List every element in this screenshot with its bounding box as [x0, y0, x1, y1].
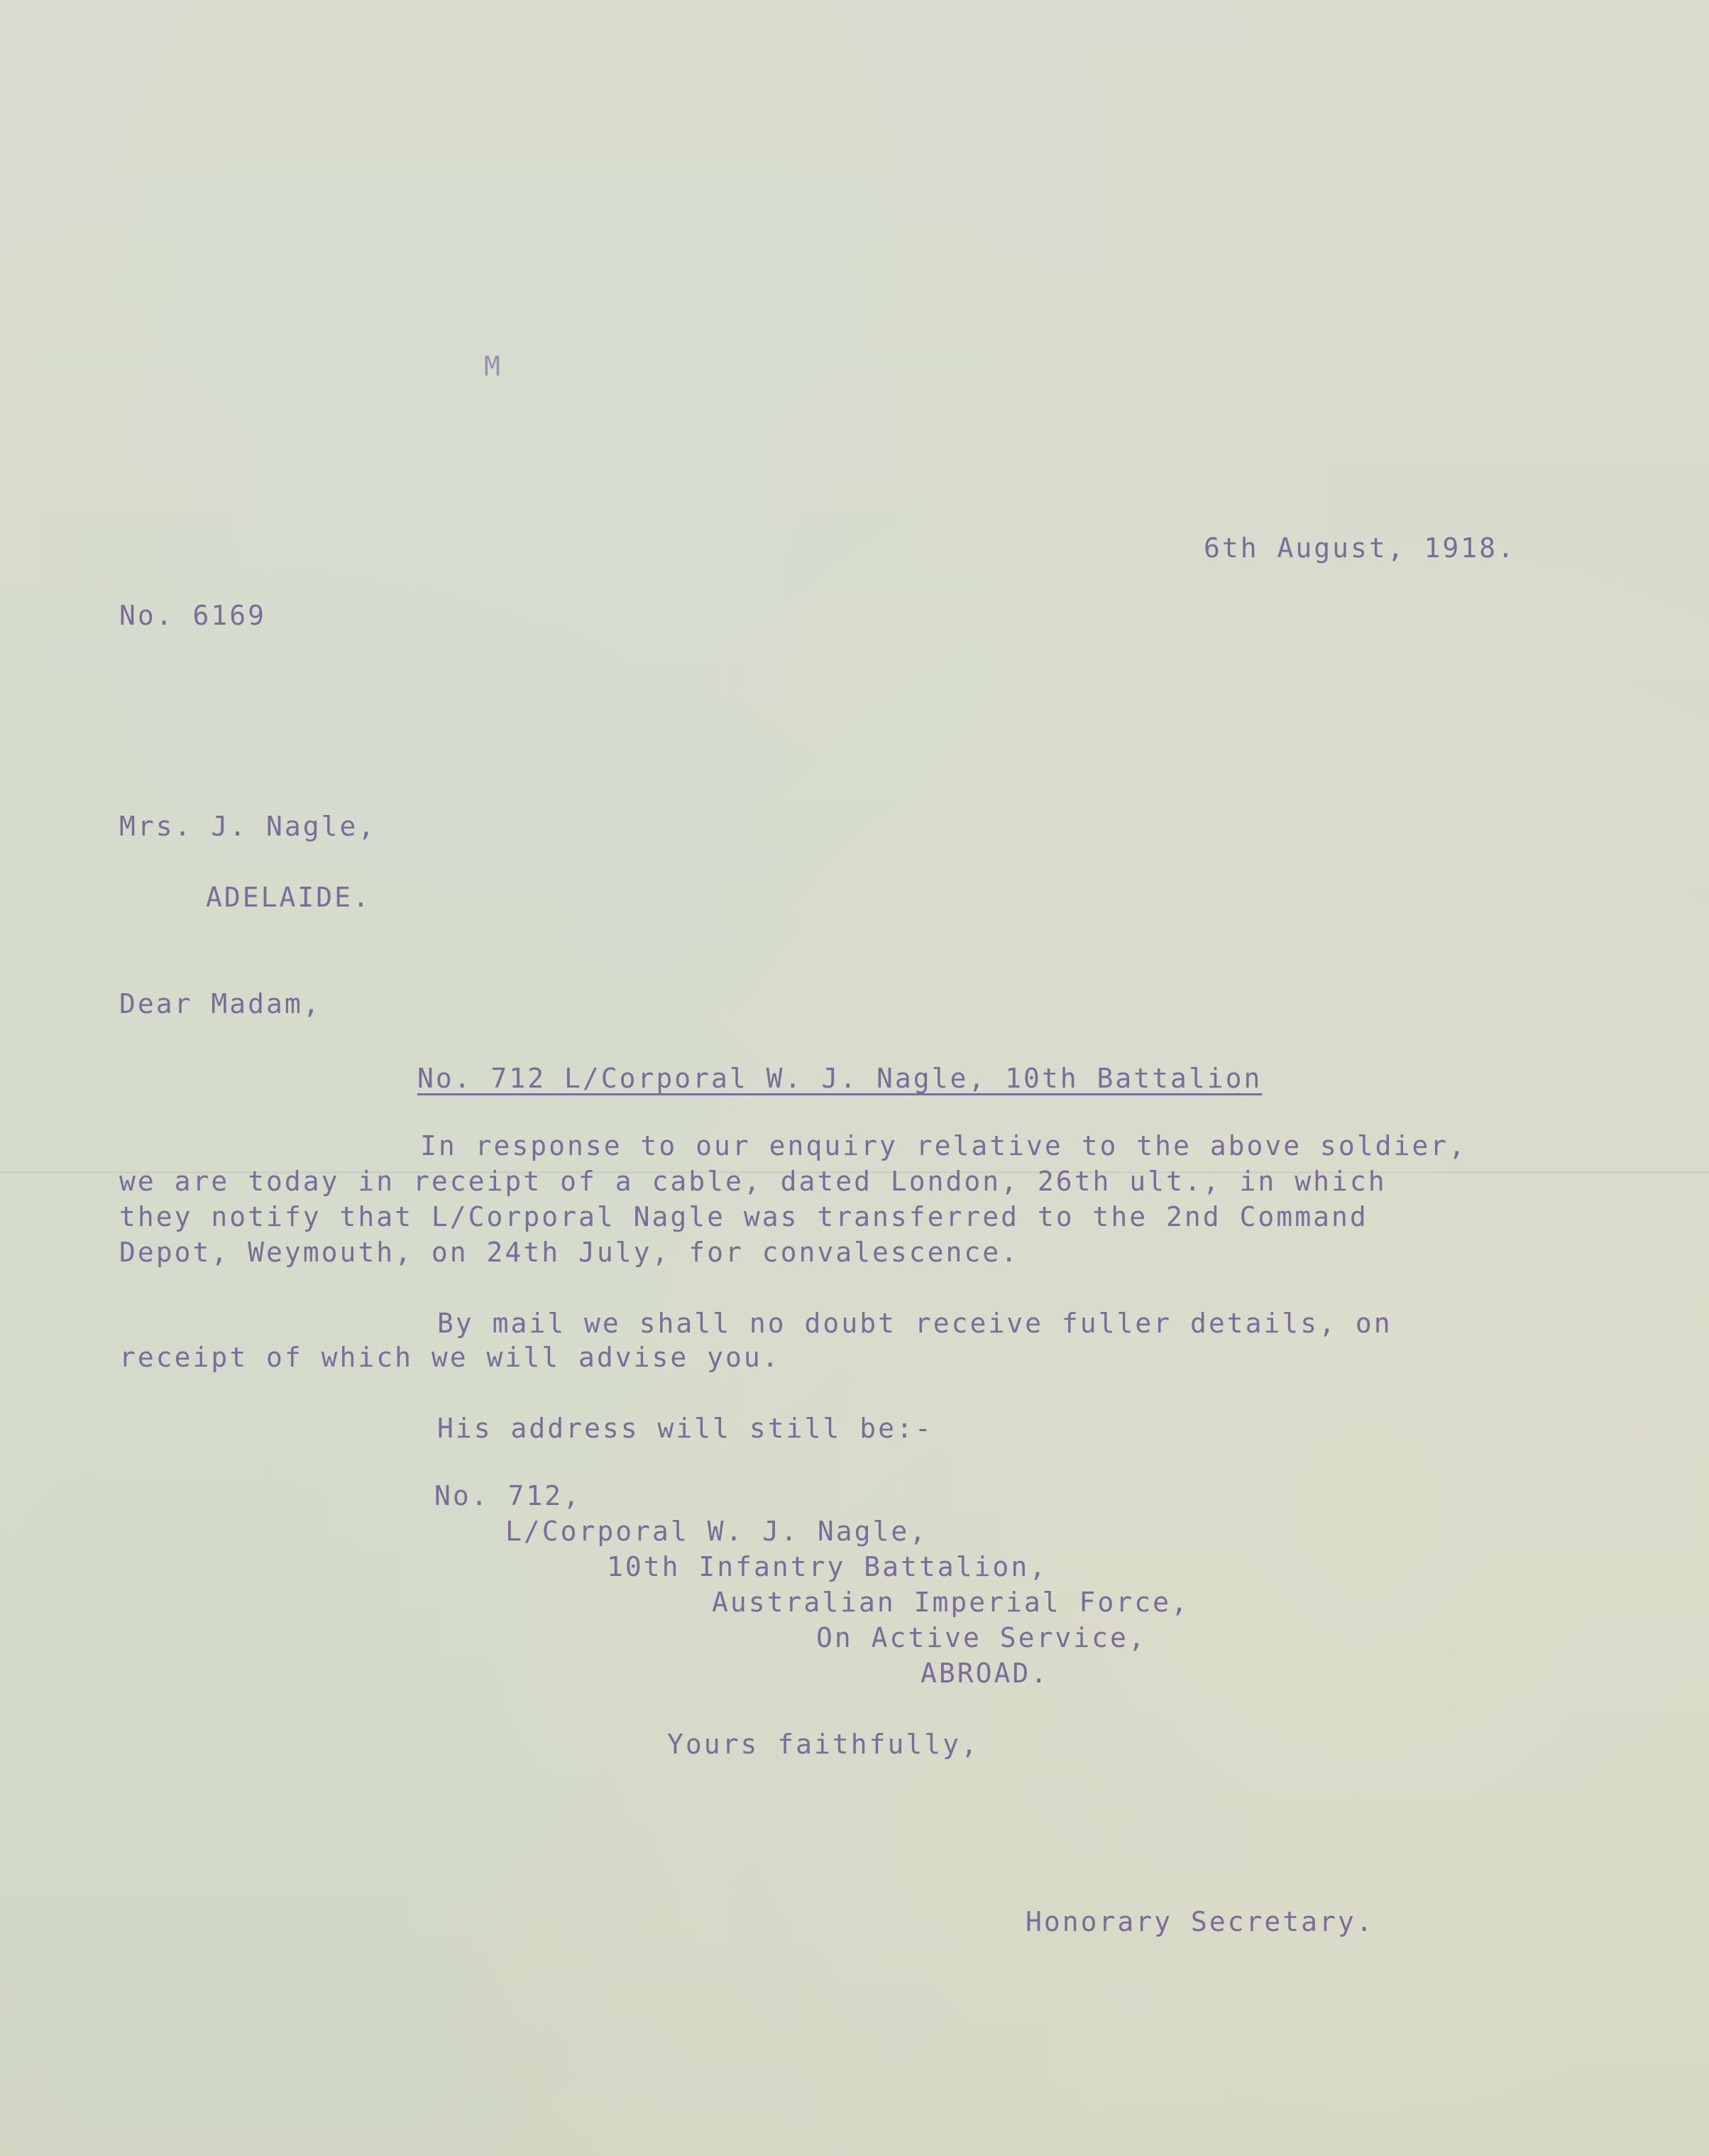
signature-title: Honorary Secretary. — [1026, 1906, 1375, 1937]
address-line3: 10th Infantry Battalion, — [607, 1551, 1048, 1582]
address-line1: No. 712, — [434, 1480, 582, 1511]
address-line6: ABROAD. — [921, 1658, 1050, 1689]
reference-number: No. 6169 — [119, 600, 267, 631]
salutation: Dear Madam, — [119, 988, 322, 1019]
para1-line1: In response to our enquiry relative to the above soldier, — [420, 1130, 1468, 1161]
para2-line2: receipt of which we will advise you. — [119, 1342, 781, 1373]
para1-line2: we are today in receipt of a cable, dated London, 26th ult., in which — [119, 1166, 1387, 1197]
closing: Yours faithfully, — [667, 1729, 979, 1760]
para1-line3: they notify that L/Corporal Nagle was transferred to the 2nd Command — [119, 1201, 1368, 1232]
letter-date: 6th August, 1918. — [1204, 532, 1516, 564]
recipient-city: ADELAIDE. — [206, 882, 371, 913]
recipient-name: Mrs. J. Nagle, — [119, 811, 377, 842]
address-line4: Australian Imperial Force, — [712, 1587, 1189, 1618]
address-intro: His address will still be:- — [437, 1413, 933, 1444]
address-line2: L/Corporal W. J. Nagle, — [505, 1516, 928, 1547]
page-mark: M — [484, 351, 502, 382]
para1-line4: Depot, Weymouth, on 24th July, for convalescence. — [119, 1237, 1020, 1268]
para2-line1: By mail we shall no doubt receive fuller details, on — [437, 1308, 1392, 1339]
subject-line: No. 712 L/Corporal W. J. Nagle, 10th Battalion — [417, 1063, 1263, 1094]
address-line5: On Active Service, — [816, 1622, 1147, 1653]
